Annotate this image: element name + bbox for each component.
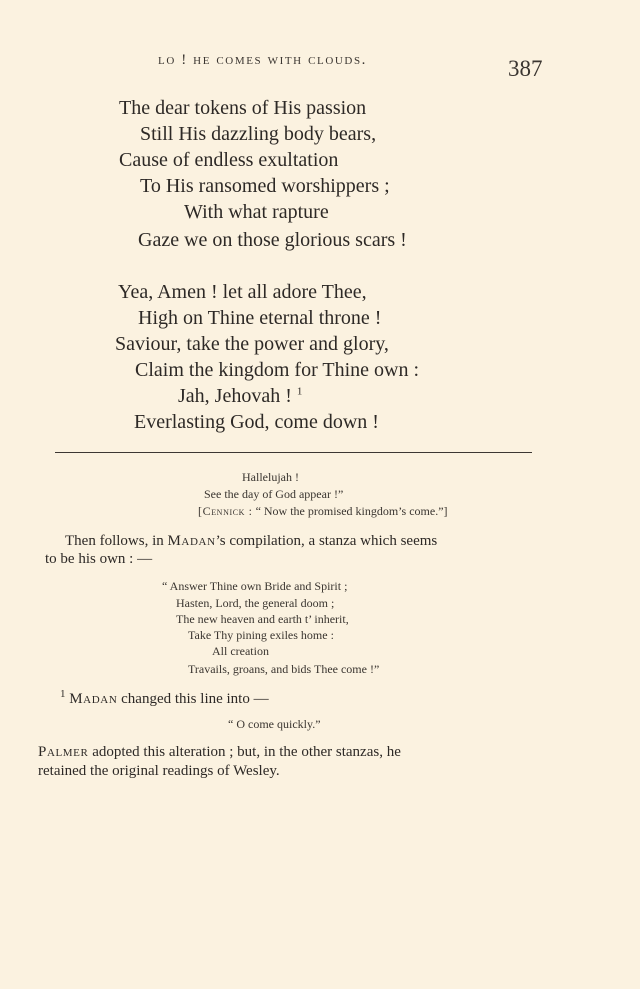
footnote-marker: 1: [60, 688, 66, 700]
verse-line: Still His dazzling body bears,: [140, 123, 377, 145]
note-line: See the day of God appear !”: [204, 487, 344, 501]
verse-line: Everlasting God, come down !: [134, 411, 379, 433]
page-number: 387: [508, 56, 543, 81]
footnote: [60, 690, 269, 709]
prose-text: Then follows, in: [65, 533, 168, 549]
running-title: lo ! he comes with clouds.: [158, 52, 368, 68]
prose-text: ’s compilation, a stanza which seems: [215, 533, 438, 549]
footnote-marker: 1: [296, 385, 303, 398]
verse-line: Yea, Amen ! let all adore Thee,: [118, 281, 367, 303]
prose-text: changed this line into —: [117, 691, 269, 707]
verse-line-jah: [178, 384, 302, 408]
prose-line: [65, 532, 437, 551]
author-name: Madan: [167, 533, 216, 549]
quoted-line: The new heaven and earth t’ inherit,: [176, 612, 349, 626]
quoted-line: Travails, groans, and bids Thee come !”: [188, 662, 380, 676]
author-name: Madan: [69, 691, 118, 707]
note-line: “ Now the promised kingdom’s come.”]: [252, 504, 448, 518]
verse-line: High on Thine eternal throne !: [138, 307, 382, 329]
prose-line: retained the original readings of Wesley.: [38, 763, 280, 779]
verse-line: With what rapture: [184, 201, 329, 223]
verse-line: Gaze we on those glorious scars !: [138, 229, 407, 251]
quoted-line: All creation: [212, 644, 269, 658]
divider: [55, 452, 532, 453]
quoted-line: “ Answer Thine own Bride and Spirit ;: [162, 579, 348, 593]
quoted-line: “ O come quickly.”: [228, 717, 321, 731]
verse-line: Cause of endless exultation: [119, 149, 339, 171]
verse-line: Jah, Jehovah !: [178, 385, 292, 407]
verse-line: To His ransomed worshippers ;: [140, 175, 390, 197]
author-name: [Cennick :: [198, 504, 253, 518]
quoted-line: Take Thy pining exiles home :: [188, 628, 334, 642]
verse-line: The dear tokens of His passion: [119, 97, 367, 119]
author-name: Palmer: [38, 744, 89, 760]
quoted-line: Hasten, Lord, the general doom ;: [176, 596, 335, 610]
cennick-note: [198, 504, 448, 519]
prose-text: adopted this alteration ; but, in the other stanzas, he: [88, 744, 401, 760]
verse-line: Saviour, take the power and glory,: [115, 333, 389, 355]
prose-line: [38, 743, 401, 762]
prose-line: to be his own : —: [45, 551, 153, 567]
verse-line: Claim the kingdom for Thine own :: [135, 359, 420, 381]
note-line: Hallelujah !: [242, 470, 299, 484]
